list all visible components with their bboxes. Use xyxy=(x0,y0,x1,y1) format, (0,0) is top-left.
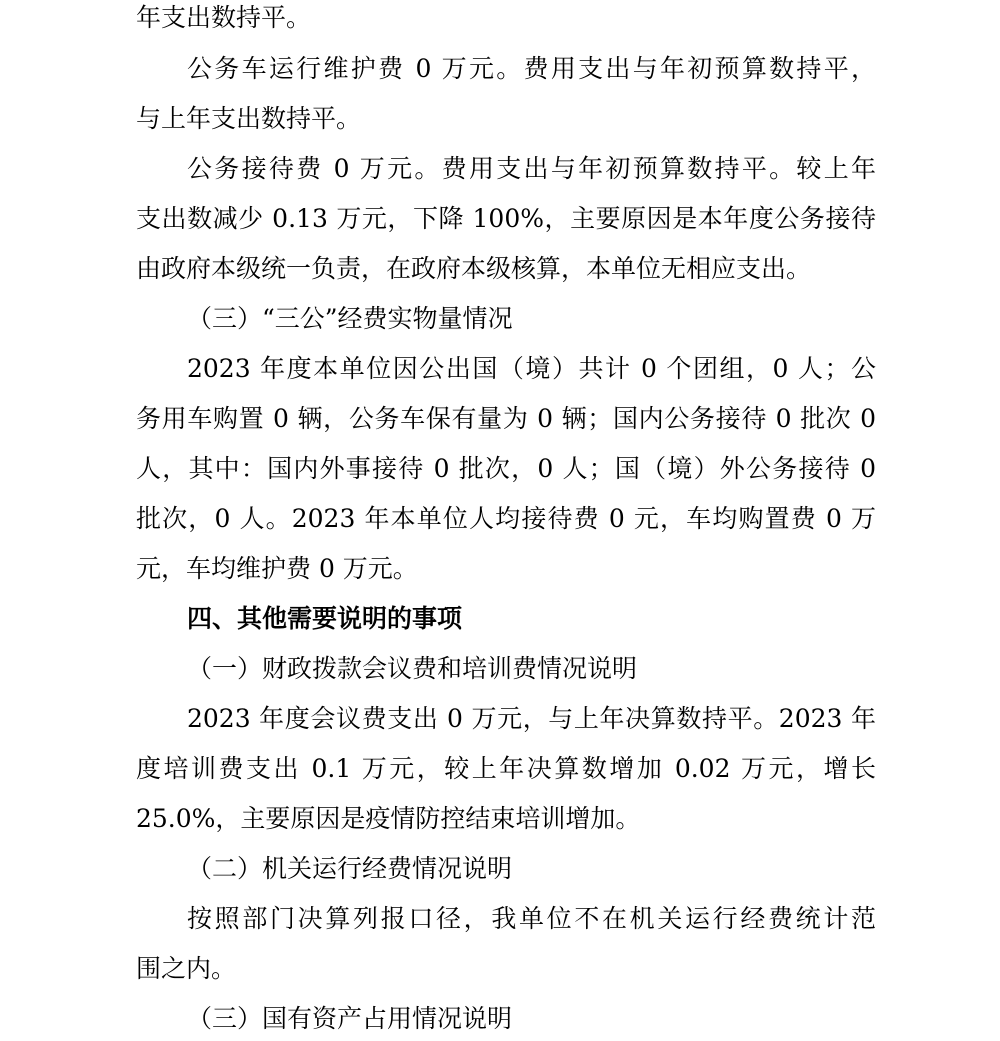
section-heading: （三）国有资产占用情况说明 xyxy=(187,1004,513,1033)
paragraph-line: 批次，0 人。2023 年本单位人均接待费 0 元，车均购置费 0 万 xyxy=(136,504,876,533)
paragraph-line: 与上年支出数持平。 xyxy=(136,104,362,133)
chapter-heading: 四、其他需要说明的事项 xyxy=(187,604,463,633)
section-heading: （一）财政拨款会议费和培训费情况说明 xyxy=(187,654,638,683)
paragraph-line: 务用车购置 0 辆，公务车保有量为 0 辆；国内公务接待 0 批次 0 xyxy=(136,404,876,433)
paragraph-line: 元，车均维护费 0 万元。 xyxy=(136,554,418,583)
paragraph-line: 2023 年度本单位因公出国（境）共计 0 个团组，0 人；公 xyxy=(187,354,876,383)
paragraph-line: 支出数减少 0.13 万元，下降 100%，主要原因是本年度公务接待 xyxy=(136,204,876,233)
section-heading: （二）机关运行经费情况说明 xyxy=(187,854,513,883)
paragraph-line: 公务接待费 0 万元。费用支出与年初预算数持平。较上年 xyxy=(187,154,876,183)
paragraph-line: 公务车运行维护费 0 万元。费用支出与年初预算数持平， xyxy=(187,54,876,83)
paragraph-line: 2023 年度会议费支出 0 万元，与上年决算数持平。2023 年 xyxy=(187,704,876,733)
paragraph-line: 按照部门决算列报口径，我单位不在机关运行经费统计范 xyxy=(187,904,876,933)
paragraph-line: 度培训费支出 0.1 万元，较上年决算数增加 0.02 万元，增长 xyxy=(136,754,876,783)
section-heading: （三）“三公”经费实物量情况 xyxy=(187,304,513,333)
paragraph-line: 25.0%，主要原因是疫情防控结束培训增加。 xyxy=(136,804,641,833)
paragraph-line: 由政府本级统一负责，在政府本级核算，本单位无相应支出。 xyxy=(136,254,812,283)
paragraph-line: 年支出数持平。 xyxy=(136,3,312,32)
paragraph-line: 人，其中：国内外事接待 0 批次，0 人；国（境）外公务接待 0 xyxy=(136,454,876,483)
paragraph-line: 围之内。 xyxy=(136,954,237,983)
